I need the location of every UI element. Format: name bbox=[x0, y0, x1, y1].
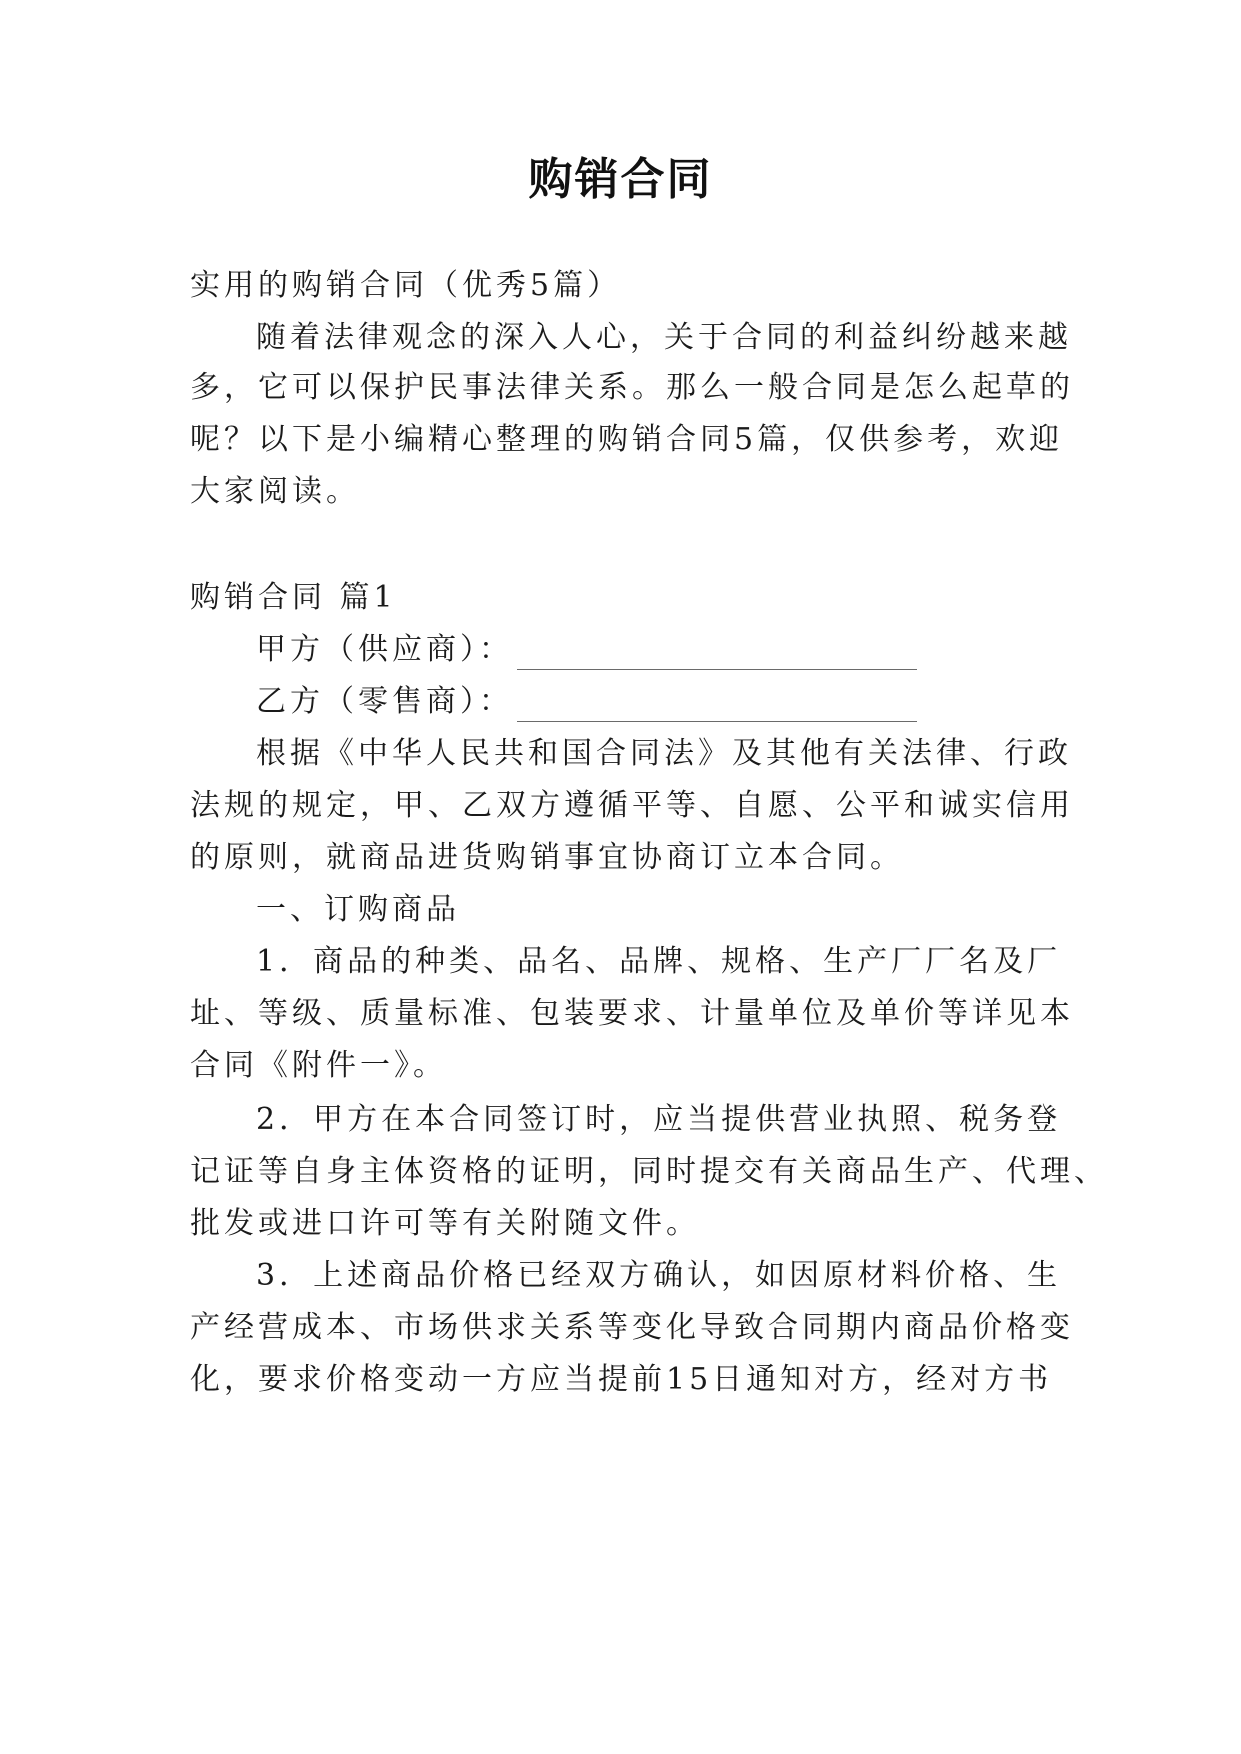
intro-line: 大家阅读。 bbox=[190, 474, 360, 509]
intro-line: 呢？以下是小编精心整理的购销合同5篇，仅供参考，欢迎 bbox=[190, 422, 1064, 457]
clause-1-line: 合同《附件一》。 bbox=[190, 1048, 447, 1083]
party-a-label: 甲方（供应商）： bbox=[256, 632, 513, 667]
clause-2-line: 记证等自身主体资格的证明，同时提交有关商品生产、代理、 bbox=[190, 1154, 1108, 1189]
document-title: 购销合同 bbox=[528, 154, 713, 205]
party-a-row bbox=[256, 630, 1116, 670]
party-a-blank bbox=[517, 639, 917, 670]
clause-1-line: 址、等级、质量标准、包装要求、计量单位及单价等详见本 bbox=[190, 996, 1074, 1031]
article-heading: 一、订购商品 bbox=[256, 892, 460, 927]
clause-3-line: 3．上述商品价格已经双方确认，如因原材料价格、生 bbox=[256, 1258, 1062, 1293]
basis-line: 法规的规定，甲、乙双方遵循平等、自愿、公平和诚实信用 bbox=[190, 788, 1074, 823]
party-b-row bbox=[256, 682, 1116, 722]
party-b-blank bbox=[517, 691, 917, 722]
basis-line: 根据《中华人民共和国合同法》及其他有关法律、行政 bbox=[256, 736, 1072, 771]
clause-3-line: 化，要求价格变动一方应当提前15日通知对方，经对方书 bbox=[190, 1362, 1053, 1397]
clause-3-line: 产经营成本、市场供求关系等变化导致合同期内商品价格变 bbox=[190, 1310, 1074, 1345]
section-heading: 购销合同 篇1 bbox=[190, 580, 397, 615]
document-subtitle: 实用的购销合同（优秀5篇） bbox=[190, 268, 622, 303]
intro-line: 随着法律观念的深入人心，关于合同的利益纠纷越来越 bbox=[256, 320, 1072, 355]
intro-line: 多，它可以保护民事法律关系。那么一般合同是怎么起草的 bbox=[190, 370, 1074, 405]
basis-line: 的原则，就商品进货购销事宜协商订立本合同。 bbox=[190, 840, 904, 875]
clause-1-line: 1．商品的种类、品名、品牌、规格、生产厂厂名及厂 bbox=[256, 944, 1062, 979]
clause-2-line: 2．甲方在本合同签订时，应当提供营业执照、税务登 bbox=[256, 1102, 1062, 1137]
clause-2-line: 批发或进口许可等有关附随文件。 bbox=[190, 1206, 700, 1241]
party-b-label: 乙方（零售商）： bbox=[256, 684, 513, 719]
